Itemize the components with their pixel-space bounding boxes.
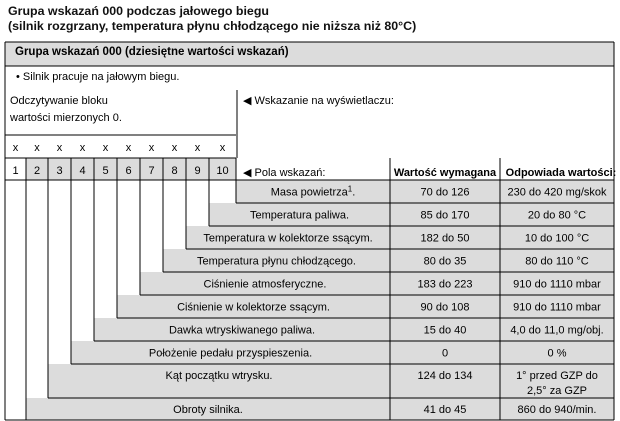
corresponds-value: 4,0 do 11,0 mg/obj. — [510, 324, 604, 337]
display-label: ◀ Wskazanie na wyświetlaczu: — [243, 95, 394, 107]
field-number: 10 — [216, 165, 229, 177]
x-mark: x — [171, 142, 178, 154]
x-mark: x — [194, 142, 201, 154]
field-number: 6 — [125, 165, 132, 177]
fields-label: ◀ Pola wskazań: — [243, 167, 326, 179]
corresponds-value: 910 do 1110 mbar — [513, 278, 601, 291]
corresponds-value: 860 do 940/min. — [517, 404, 597, 416]
field-number: 9 — [194, 165, 201, 177]
corresponds-value: 80 do 110 °C — [525, 255, 589, 268]
required-value: 70 do 126 — [420, 186, 470, 199]
x-mark: x — [125, 142, 132, 154]
col-corresponds-header: Odpowiada wartości: — [505, 167, 617, 179]
col-required-header: Wartość wymagana — [393, 167, 497, 179]
required-value: 182 do 50 — [420, 232, 470, 245]
required-value: 85 do 170 — [420, 209, 470, 222]
required-value: 80 do 35 — [423, 255, 467, 268]
row-label: Dawka wtryskiwanego paliwa. — [168, 324, 316, 337]
corresponds-value: 0 % — [547, 347, 567, 360]
reading-label-line2: wartości mierzonych 0. — [10, 112, 122, 124]
required-value: 41 do 45 — [423, 404, 467, 416]
required-value: 0 — [441, 347, 449, 360]
row-label: Kąt początku wtrysku. — [165, 370, 273, 382]
corresponds-value: 10 do 100 °C — [524, 232, 590, 245]
field-number: 7 — [148, 165, 155, 177]
corresponds-value: 910 do 1110 mbar — [513, 301, 601, 314]
row-label: Temperatura paliwa. — [249, 209, 350, 222]
required-value: 15 do 40 — [423, 324, 467, 337]
field-number: 8 — [171, 165, 178, 177]
x-mark: x — [79, 142, 86, 154]
x-mark: x — [148, 142, 155, 154]
corresponds-value: 230 do 420 mg/skok — [507, 186, 607, 199]
field-number: 5 — [102, 165, 109, 177]
corresponds-value: 1° przed GZP do — [516, 370, 598, 382]
x-mark: x — [102, 142, 109, 154]
x-mark: x — [56, 142, 63, 154]
row-label: Temperatura płynu chłodzącego. — [197, 255, 356, 268]
corresponds-value: 20 do 80 °C — [527, 209, 587, 222]
field-number: 4 — [79, 165, 86, 177]
page-subheading: (silnik rozgrzany, temperatura płynu chłodzącego nie niższa niż 80°C) — [8, 19, 417, 33]
x-mark: x — [12, 142, 19, 154]
reading-label-line1: Odczytywanie bloku — [10, 95, 108, 107]
row-label-footnote: 1 — [347, 184, 353, 193]
x-mark: x — [34, 142, 40, 154]
row-label-suffix: . — [352, 186, 356, 199]
row-label: Temperatura w kolektorze ssącym. — [203, 232, 373, 245]
idle-note: • Silnik pracuje na jałowym biegu. — [16, 71, 180, 83]
field-number: 3 — [56, 165, 63, 177]
corresponds-value-line2: 2,5° za GZP — [526, 385, 588, 397]
group-title: Grupa wskazań 000 (dziesiętne wartości wskazań) — [15, 46, 289, 58]
row-label: Masa powietrza$^1$. — [270, 184, 356, 199]
row-label: Położenie pedału przyspieszenia. — [148, 347, 313, 360]
field-number: 1 — [12, 165, 19, 177]
field-number: 2 — [33, 165, 41, 177]
row-label: Ciśnienie w kolektorze ssącym. — [177, 301, 330, 314]
required-value: 183 do 223 — [417, 278, 473, 291]
required-value: 124 do 134 — [417, 370, 473, 382]
required-value: 90 do 108 — [420, 301, 470, 314]
page-heading: Grupa wskazań 000 podczas jałowego biegu — [8, 4, 269, 18]
row-label: Obroty silnika. — [173, 404, 243, 416]
row-label: Ciśnienie atmosferyczne. — [203, 278, 327, 291]
x-mark: x — [219, 142, 226, 154]
